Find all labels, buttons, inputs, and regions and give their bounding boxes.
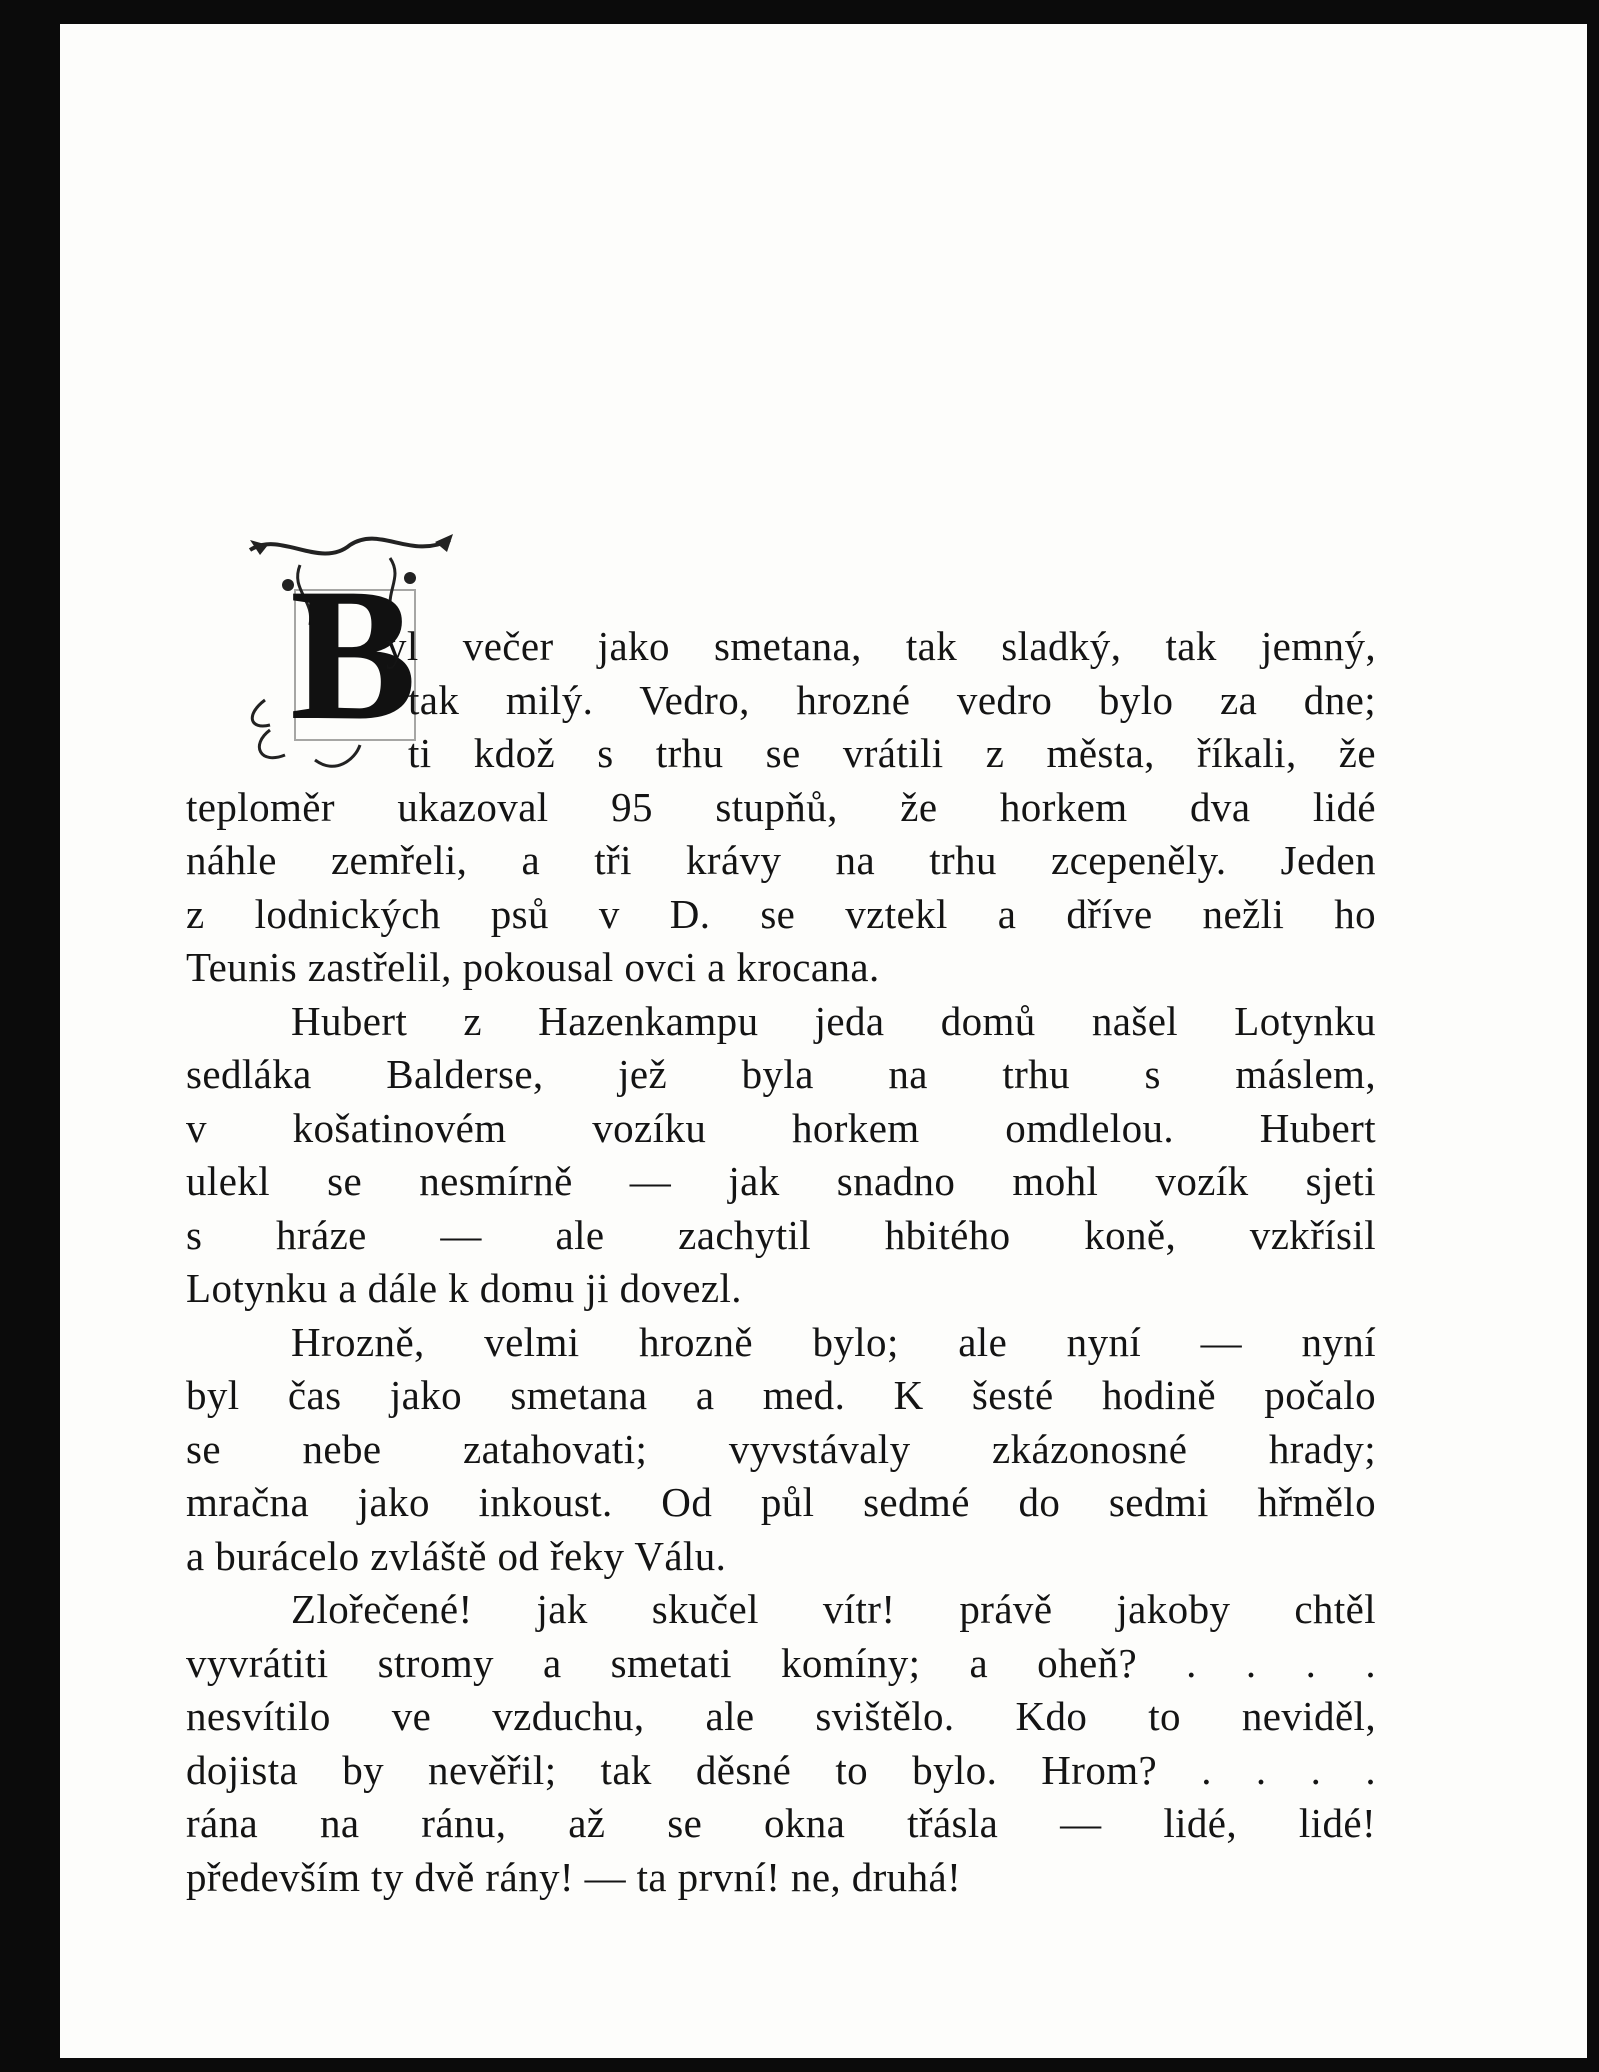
scan-border-top — [0, 0, 1599, 24]
text-line: z lodnických psů v D. se vztekl a dříve nežli ho — [186, 890, 1376, 937]
text-line: ti kdož s trhu se vrátili z města, říkali, že — [408, 730, 1376, 776]
text-line: tak milý. Vedro, hrozné vedro bylo za dne; — [408, 676, 1376, 723]
scan-border-right — [1587, 0, 1599, 2072]
paragraph-1 — [186, 620, 1376, 995]
text-line: sedláka Balderse, jež byla na trhu s máslem, — [186, 1051, 1376, 1097]
text-line: především ty dvě rány! — ta první! ne, druhá! — [186, 1853, 962, 1900]
text-line: nesvítilo ve vzduchu, ale svištělo. Kdo to neviděl, — [186, 1693, 1376, 1739]
text-line: Hrozně, velmi hrozně bylo; ale nyní — nyní — [291, 1318, 1376, 1365]
text-line: Hubert z Hazenkampu jeda domů našel Lotynku — [291, 997, 1376, 1044]
scan-border-bottom — [0, 2058, 1599, 2072]
paragraph-2 — [186, 995, 1376, 1316]
text-line: a burácelo zvláště od řeky Válu. — [186, 1532, 727, 1579]
text-line: Zlořečené! jak skučel vítr! právě jakoby chtěl — [291, 1586, 1376, 1632]
text-line: Lotynku a dále k domu ji dovezl. — [186, 1265, 742, 1311]
text-line: teploměr ukazoval 95 stupňů, že horkem dva lidé — [186, 783, 1376, 830]
text-line: byl čas jako smetana a med. K šesté hodině počalo — [186, 1372, 1376, 1418]
text-line: vyvrátiti stromy a smetati komíny; a oheň? . . . . — [186, 1639, 1376, 1686]
text-line: v košatinovém vozíku horkem omdlelou. Hubert — [186, 1104, 1376, 1151]
text-line: náhle zemřeli, a tři krávy na trhu zcepeněly. Jeden — [186, 837, 1376, 883]
text-line: s hráze — ale zachytil hbitého koně, vzkřísil — [186, 1211, 1376, 1258]
text-line: mračna jako inkoust. Od půl sedmé do sedmi hřmělo — [186, 1479, 1376, 1525]
body-text — [186, 620, 1376, 1904]
text-line: se nebe zatahovati; vyvstávaly zkázonosné hrady; — [186, 1425, 1376, 1472]
paragraph-3 — [186, 1316, 1376, 1584]
dropcap-letter: B — [290, 550, 417, 760]
paragraph-4 — [186, 1583, 1376, 1904]
text-line: ulekl se nesmírně — jak snadno mohl vozík sjeti — [186, 1158, 1376, 1204]
text-line: dojista by nevěřil; tak děsné to bylo. Hrom? . . . . — [186, 1746, 1376, 1793]
text-line: Teunis zastřelil, pokousal ovci a krocana. — [186, 944, 880, 990]
scan-border-left — [0, 0, 60, 2072]
text-line: yl večer jako smetana, tak sladký, tak jemný, — [386, 623, 1376, 669]
text-line: rána na ránu, až se okna třásla — lidé, lidé! — [186, 1800, 1376, 1846]
